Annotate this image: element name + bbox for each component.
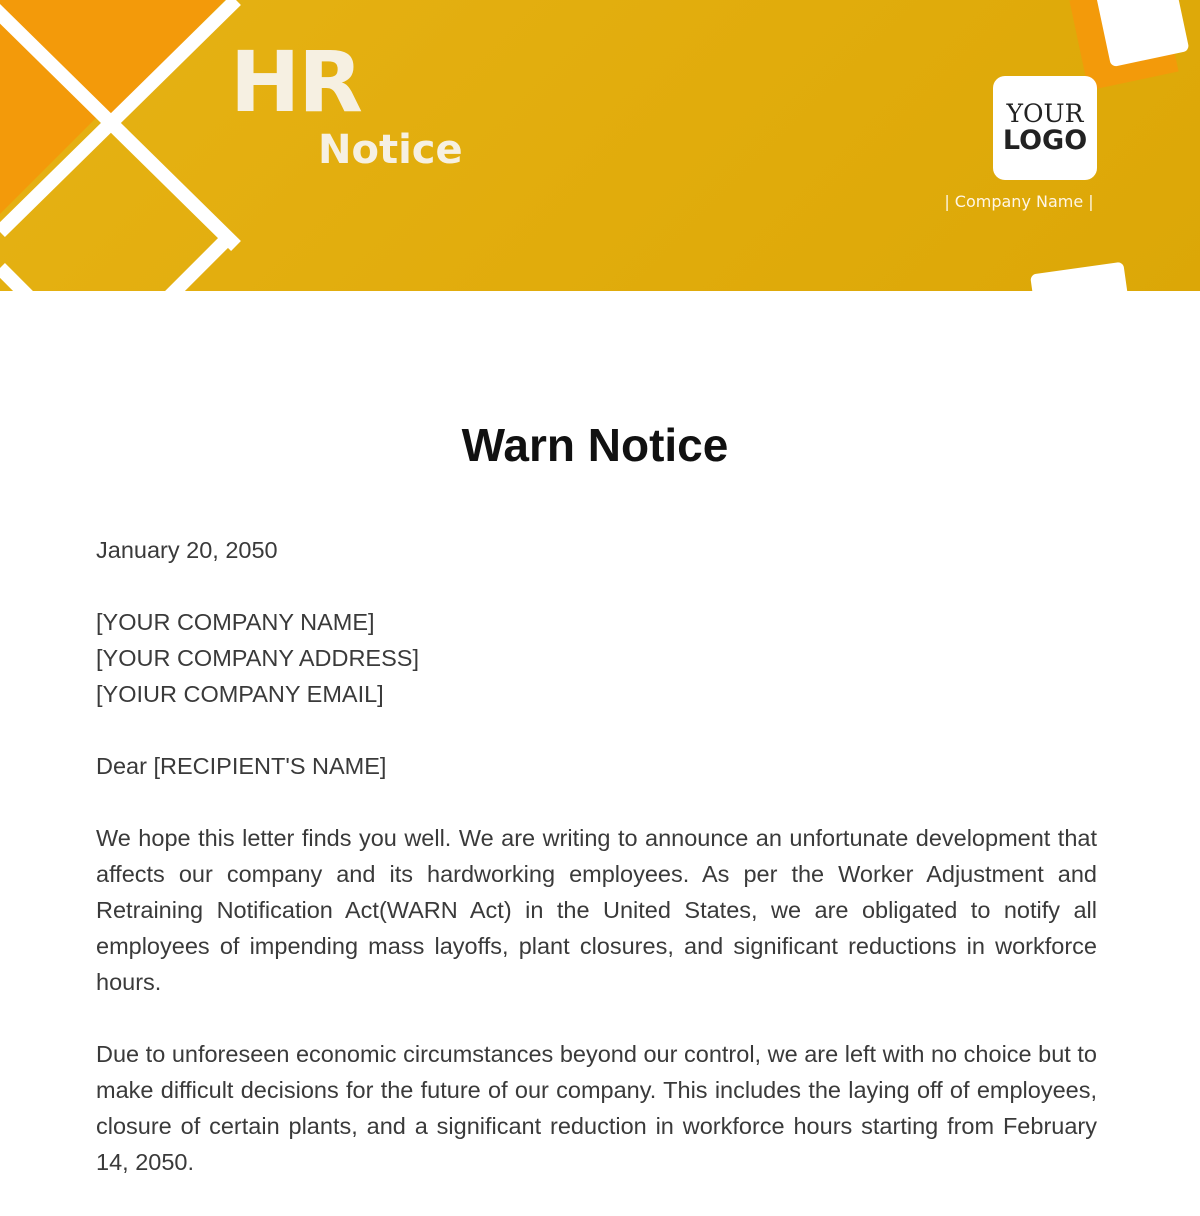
sender-company-email: [YOIUR COMPANY EMAIL] xyxy=(96,681,384,707)
white-square-bottom xyxy=(1030,262,1134,291)
company-name-label: | Company Name | xyxy=(944,192,1094,211)
document-title: Warn Notice xyxy=(461,419,729,471)
header-banner xyxy=(0,0,1200,291)
company-logo xyxy=(993,76,1097,180)
salutation: Dear [RECIPIENT'S NAME] xyxy=(96,753,387,779)
letter-body xyxy=(96,532,1097,1216)
body-paragraph: We hope this letter finds you well. We are writing to announce an unfortunate development that affects our company and its hardworking employees. As per the Worker Adjustment and Retraining Notification Act(WARN Act) in the United States, we are obligated to notify all employees of impending mass layoffs, plant closures, and significant reductions in workforce hours. xyxy=(96,825,1097,995)
sender-company-address: [YOUR COMPANY ADDRESS] xyxy=(96,645,419,671)
sender-address-block xyxy=(96,604,1097,712)
banner-subtitle: Notice xyxy=(318,127,463,173)
logo-text-logo: LOGO xyxy=(1002,124,1088,156)
body-paragraph: Due to unforeseen economic circumstances beyond our control, we are left with no choice but to make difficult decisions for the future of our company. This includes the laying off of employees, closure of certain plants, and a significant reduction in workforce hours starting from February 14, 2050. xyxy=(96,1041,1097,1175)
letter-date: January 20, 2050 xyxy=(96,537,278,563)
logo-text-your: YOUR xyxy=(1006,98,1084,128)
sender-company-name: [YOUR COMPANY NAME] xyxy=(96,609,375,635)
banner-title: HR xyxy=(230,33,361,131)
